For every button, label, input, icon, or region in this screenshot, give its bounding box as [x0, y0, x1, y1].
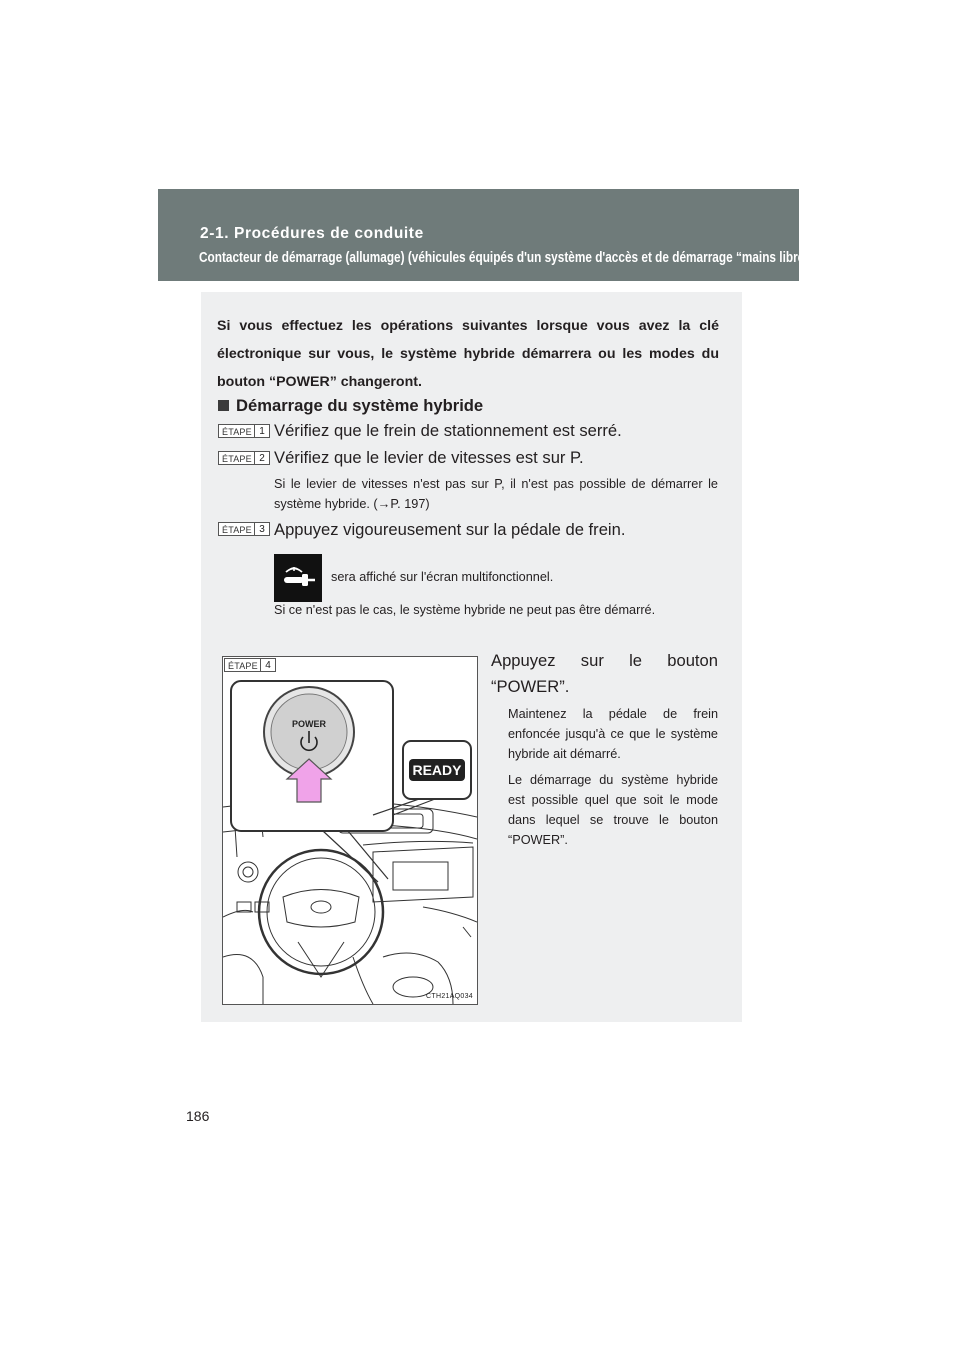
section-label: 2-1. Procédures de conduite: [200, 225, 424, 242]
step-2-text: Vérifiez que le levier de vitesses est sur P.: [274, 448, 584, 467]
dashboard-illustration: [223, 657, 477, 1004]
indicator-text: sera affiché sur l'écran multifonctionnel.: [331, 570, 554, 584]
subheading-text: Démarrage du système hybride: [236, 396, 484, 415]
dashboard-figure: [222, 656, 478, 1005]
step-badge-label: ÉTAPE: [222, 454, 252, 464]
step-4-note-1: Maintenez la pédale de frein enfoncée jusqu'à ce que le système hybride ait démarré.: [508, 707, 718, 761]
step-badge-3: [218, 522, 270, 536]
content-panel: [201, 292, 742, 1022]
step-badge-label: ÉTAPE: [222, 525, 252, 535]
step-badge-1: [218, 424, 270, 438]
page-header: [158, 189, 821, 281]
step-badge-label: ÉTAPE: [228, 661, 258, 671]
step-badge-2: [218, 451, 270, 465]
page-number: 186: [186, 1108, 210, 1124]
step-badge-number: 2: [254, 452, 269, 464]
brake-pedal-icon: [274, 554, 322, 602]
intro-paragraph: Si vous effectuez les opérations suivantes lorsque vous avez la clé électronique sur vous, le système hybride démarrera ou les modes du bouton “POWER” changeront.: [217, 318, 719, 390]
step-4-note-2: Le démarrage du système hybride est possible quel que soit le mode dans lequel se trouve le bouton “POWER”.: [508, 773, 718, 847]
step-3-text: Appuyez vigoureusement sur la pédale de frein.: [274, 520, 626, 539]
power-button-label: POWER: [291, 719, 327, 729]
step-1-text: Vérifiez que le frein de stationnement est serré.: [274, 421, 622, 440]
step-4-text: Appuyez sur le bouton “POWER”.: [491, 651, 718, 696]
step-3-note: Si ce n'est pas le cas, le système hybride ne peut pas être démarré.: [274, 603, 656, 617]
step-badge-number: 4: [260, 659, 275, 671]
section-title: Contacteur de démarrage (allumage) (véhicules équipés d'un système d'accès et de démarrage “mains libres”): [199, 250, 821, 266]
step-2-note: Si le levier de vitesses n'est pas sur P, il n'est pas possible de démarrer le système hybride. (→P. 197): [274, 477, 718, 511]
subheading: [218, 396, 483, 416]
step-badge-number: 1: [254, 425, 269, 437]
ready-indicator-label: READY: [412, 762, 462, 778]
figure-code: CTH21AQ034: [426, 993, 473, 1000]
step-badge-number: 3: [254, 523, 269, 535]
square-bullet-icon: [218, 400, 229, 411]
brake-indicator: [274, 554, 322, 602]
step-badge-label: ÉTAPE: [222, 427, 252, 437]
